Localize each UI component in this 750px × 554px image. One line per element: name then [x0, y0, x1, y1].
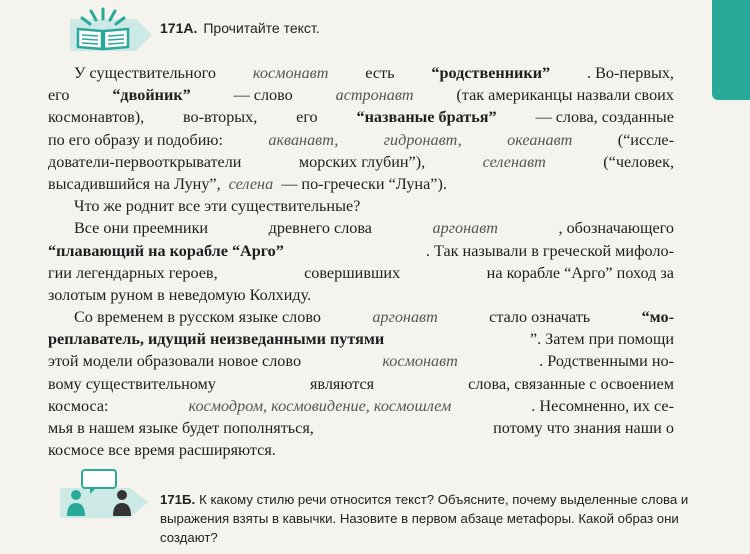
text-line [48, 439, 674, 461]
highlighted-word: космонавт [382, 352, 458, 371]
highlighted-word: аргонавт [372, 308, 438, 327]
text-fragment: космонавтов), [48, 108, 145, 127]
text-line [48, 284, 674, 306]
text-line [48, 328, 674, 350]
quoted-expression: “родственники” [431, 64, 551, 82]
text-fragment: золотым руном в неведомую Колхиду. [48, 285, 312, 304]
highlighted-word: селена [228, 174, 274, 193]
text-line [48, 306, 674, 328]
text-fragment: космосе все время расширяются. [48, 441, 276, 460]
highlighted-word: космодром, космовидение, космошлем [188, 396, 452, 415]
quoted-expression: “названые братья” [356, 108, 497, 127]
text-fragment: древнего слова [268, 219, 372, 238]
text-line [48, 84, 674, 106]
text-fragment: У существительного [74, 64, 216, 82]
text-fragment: (“иссле- [617, 130, 674, 149]
text-fragment: высадившийся на Луну”, [48, 174, 221, 193]
text-fragment: . Во-первых, [587, 64, 674, 82]
task-a-title: Прочитайте текст. [203, 20, 320, 36]
reading-text [48, 62, 674, 461]
text-fragment: морских глубин”), [298, 152, 426, 171]
text-fragment: гии легендарных героев, [48, 263, 218, 282]
text-fragment: Все они преемники [74, 219, 209, 238]
quoted-expression: “двойник” [112, 86, 191, 105]
text-line [48, 62, 674, 84]
text-fragment: — слова, созданные [535, 108, 674, 127]
text-fragment: . Несомненно, их се- [531, 396, 674, 415]
text-line [48, 417, 674, 439]
text-fragment: (так американцы назвали своих [456, 86, 674, 105]
quoted-expression: реплаватель, идущий неизведанными путями [48, 330, 385, 349]
task-b-number: 171Б. [160, 492, 196, 507]
text-fragment: . Родственными но- [539, 352, 674, 371]
task-b-text [160, 490, 700, 547]
quoted-expression: “мо- [641, 308, 674, 327]
text-fragment: этой модели образовали новое слово [48, 352, 302, 371]
text-fragment: — слово [233, 86, 293, 105]
highlighted-word: гидронавт, [383, 130, 462, 149]
text-fragment: ”. Затем при помощи [529, 330, 674, 349]
text-fragment: его [296, 108, 318, 127]
text-fragment: потому что знания наши о [493, 419, 674, 437]
text-fragment: есть [365, 64, 395, 82]
task-b-question: К какому стилю речи относится текст? Объясните, почему выделенные слова и выражения взяты в кавычки. Назовите в первом абзаце метафоры. Какой образ они создают? [160, 492, 689, 545]
text-line [48, 240, 674, 262]
text-fragment: , обозначающего [558, 219, 674, 238]
text-fragment: слова, связанные с освоением [468, 374, 674, 393]
text-fragment: дователи-первооткрыватели [48, 152, 242, 171]
quoted-expression: “плавающий на корабле “Арго” [48, 241, 284, 260]
text-fragment: его [48, 86, 70, 105]
highlighted-word: астронавт [335, 86, 414, 105]
text-fragment: — по-гречески “Луна”). [281, 174, 447, 193]
text-fragment: Что же роднит все эти существительные? [74, 197, 361, 216]
text-fragment: во-вторых, [183, 108, 258, 127]
page-edge-tab [712, 0, 750, 100]
text-line [48, 262, 674, 284]
highlighted-word: акванавт, [268, 130, 339, 149]
task-b-badge [60, 468, 152, 518]
text-fragment: Со временем в русском языке слово [74, 308, 321, 327]
text-fragment: мья в нашем языке будет пополняться, [48, 419, 314, 437]
highlighted-word: океанавт [507, 130, 573, 149]
text-line [48, 395, 674, 417]
text-fragment: на корабле “Арго” поход за [486, 263, 674, 282]
text-line [48, 129, 674, 151]
text-line [48, 195, 674, 217]
text-fragment: совершивших [304, 263, 401, 282]
two-people-dialog-icon [60, 468, 152, 518]
highlighted-word: космонавт [252, 64, 329, 82]
text-line [48, 373, 674, 395]
text-fragment: по его образу и подобию: [48, 130, 223, 149]
text-line [48, 173, 674, 195]
text-line [48, 106, 674, 128]
task-a-header [70, 3, 320, 53]
task-a-number: 171А. [160, 20, 198, 36]
text-line [48, 350, 674, 372]
highlighted-word: селенавт [482, 152, 546, 171]
text-fragment: (“человек, [603, 152, 674, 171]
task-a-badge [70, 5, 160, 51]
text-fragment: стало означать [489, 308, 591, 327]
task-b [60, 466, 700, 554]
text-fragment: являются [309, 374, 375, 393]
text-fragment: космоса: [48, 396, 109, 415]
book-with-rays-icon [70, 5, 160, 51]
text-line [48, 217, 674, 239]
text-line [48, 151, 674, 173]
text-fragment: . Так называли в греческой мифоло- [425, 241, 674, 260]
highlighted-word: аргонавт [432, 219, 498, 238]
text-fragment: вому существительному [48, 374, 216, 393]
